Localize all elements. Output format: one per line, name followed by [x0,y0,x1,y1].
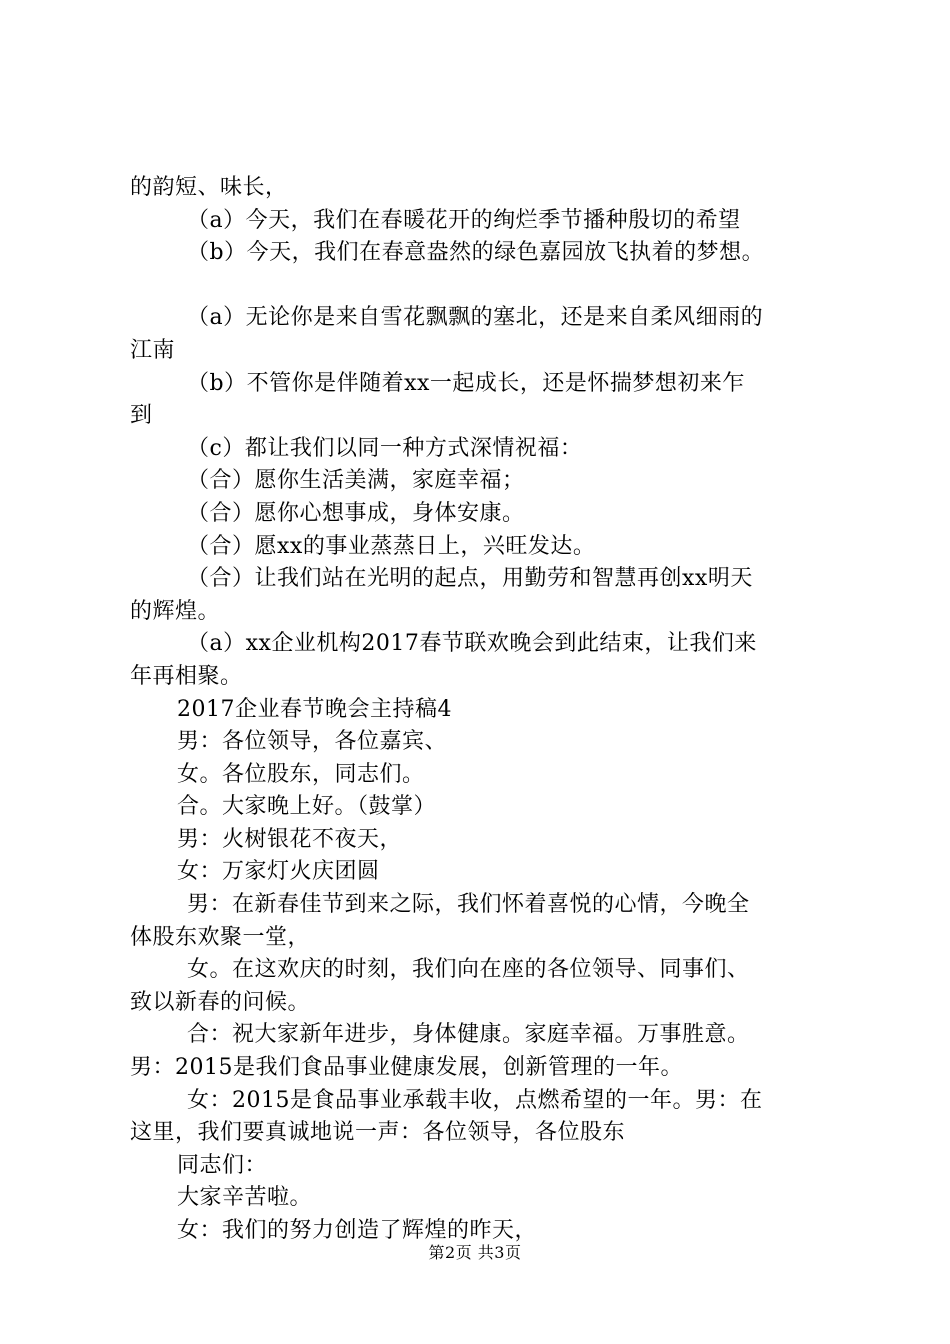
text-line: （a）今天，我们在春暖花开的绚烂季节播种殷切的希望 [187,207,741,233]
text-line: 女：2015是食品事业承载丰收，点燃希望的一年。男：在 [187,1087,763,1113]
text-line: 男：各位领导，各位嘉宾、 [177,729,448,755]
text-line: （a）无论你是来自雪花飘飘的塞北，还是来自柔风细雨的 [187,305,764,331]
text-line: 女：我们的努力创造了辉煌的昨天， [177,1218,538,1243]
text-line: 到 [130,403,153,429]
text-line: 体股东欢聚一堂， [130,924,311,950]
text-line: 江南 [130,337,176,363]
document-body [130,172,834,1248]
text-line: （a）xx企业机构2017春节联欢晚会到此结束，让我们来 [187,631,757,657]
text-line: 同志们： [177,1152,268,1178]
text-line: 年再相聚。 [130,663,243,689]
text-line: （b）今天，我们在春意盎然的绿色嘉园放飞执着的梦想。 [187,240,765,266]
text-line: （合）愿你心想事成，身体安康。 [187,500,525,526]
text-line: 男：在新春佳节到来之际，我们怀着喜悦的心情，今晚全 [187,892,750,918]
page-number-footer: 第2页 共3页 [428,1243,522,1262]
text-line: （合）愿你生活美满，家庭幸福； [187,468,525,494]
text-line: （合）愿xx的事业蒸蒸日上，兴旺发达。 [187,533,596,559]
text-line: （合）让我们站在光明的起点，用勤劳和智慧再创xx明天 [187,566,753,592]
text-line: 的韵短、味长， [130,175,288,200]
text-line: 大家辛苦啦。 [177,1185,313,1211]
text-line: 女。各位股东，同志们。 [177,761,425,787]
text-line: 合：祝大家新年进步，身体健康。家庭幸福。万事胜意。 [187,1022,750,1048]
text-line: 女：万家灯火庆团圆 [177,859,380,885]
text-line: 女。在这欢庆的时刻，我们向在座的各位领导、同事们、 [187,957,750,983]
text-line: 致以新春的问候。 [130,989,311,1015]
text-line: 男：2015是我们食品事业健康发展，创新管理的一年。 [130,1055,683,1081]
blank-line [130,270,834,303]
text-line: （b）不管你是伴随着xx一起成长，还是怀揣梦想初来乍 [187,370,745,396]
text-line: 合。大家晚上好。（鼓掌） [177,794,437,820]
text-line: （c）都让我们以同一种方式深情祝福： [187,435,583,461]
text-line: 男：火树银花不夜天， [177,826,403,852]
text-line: 这里，我们要真诚地说一声：各位领导，各位股东 [130,1120,626,1146]
section-heading: 2017企业春节晚会主持稿4 [177,696,452,722]
text-line: 的辉煌。 [130,598,221,624]
